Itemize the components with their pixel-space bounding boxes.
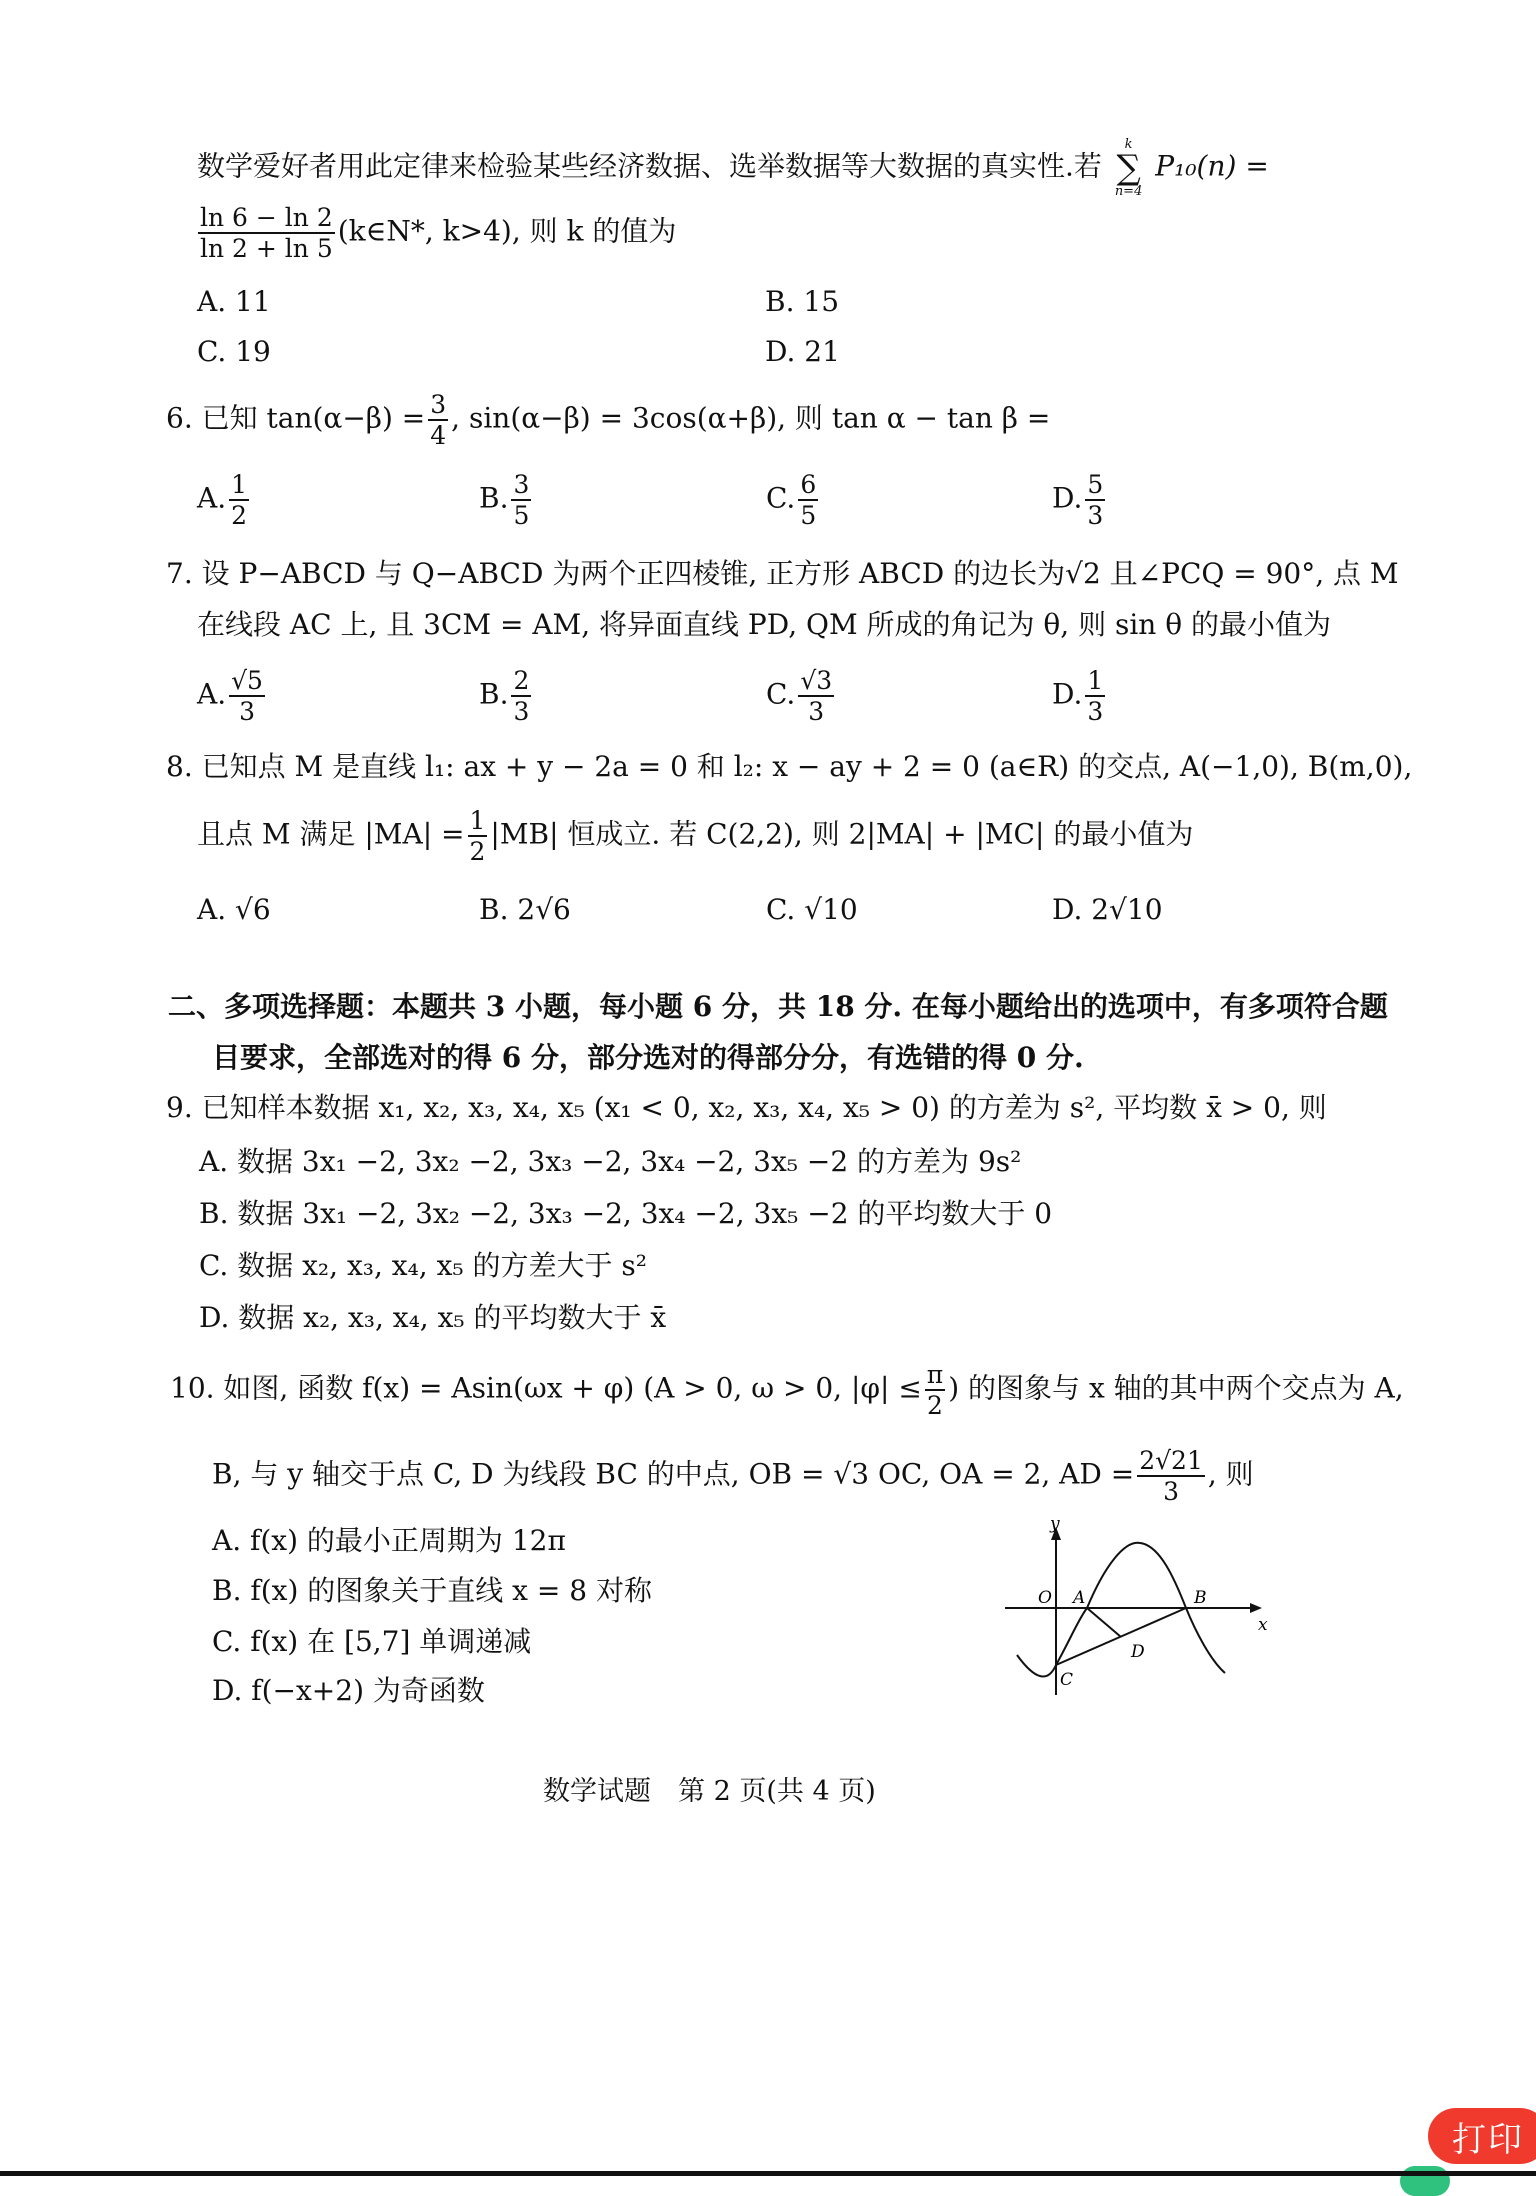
option-label: B. <box>479 677 509 711</box>
option-label: A. <box>197 481 227 515</box>
option-label: B. <box>479 481 509 515</box>
q7-option-d <box>1052 668 1108 724</box>
q8-text: |MB| 恒成立. 若 C(2,2), 则 2|MA| + |MC| 的最小值为 <box>490 817 1194 851</box>
numerator: 1 <box>231 470 248 499</box>
numerator: √3 <box>800 666 833 695</box>
q7-option-a <box>197 668 268 724</box>
denominator: 2 <box>469 837 486 866</box>
summation <box>1115 138 1143 198</box>
segment-ad <box>1087 1608 1121 1637</box>
denominator: 3 <box>808 697 825 726</box>
fraction <box>511 472 531 528</box>
denominator: ln 2 + ln 5 <box>200 234 333 263</box>
fraction <box>229 668 265 724</box>
q10-stem-line1 <box>170 1362 1404 1418</box>
label-o: O <box>1038 1588 1052 1608</box>
label-x: x <box>1258 1615 1268 1635</box>
numerator: ln 6 − ln 2 <box>200 203 333 232</box>
q8-stem-line1: 8. 已知点 M 是直线 l₁: ax + y − 2a = 0 和 l₂: x − ay + 2 = 0 (a∈R) 的交点, A(−1,0), B(m,0), <box>166 750 1413 783</box>
numerator: 5 <box>1087 470 1104 499</box>
numerator: 2 <box>513 666 530 695</box>
q10-text: B, 与 y 轴交于点 C, D 为线段 BC 的中点, OB = √3 OC, OA = 2, AD = <box>212 1457 1135 1491</box>
q9-option-b: B. 数据 3x₁ −2, 3x₂ −2, 3x₃ −2, 3x₄ −2, 3x₅ −2 的平均数大于 0 <box>199 1197 1053 1230</box>
q8-option-a: A. √6 <box>197 893 271 926</box>
page-footer: 数学试题 第 2 页(共 4 页) <box>543 1776 876 1807</box>
denominator: 3 <box>1163 1477 1179 1506</box>
q9-option-d: D. 数据 x₂, x₃, x₄, x₅ 的平均数大于 x̄ <box>199 1301 667 1334</box>
q7-stem-line2: 在线段 AC 上, 且 3CM = AM, 将异面直线 PD, QM 所成的角记为 θ, 则 sin θ 的最小值为 <box>197 608 1332 641</box>
fraction <box>798 668 834 724</box>
fraction <box>925 1362 945 1418</box>
q9-stem: 9. 已知样本数据 x₁, x₂, x₃, x₄, x₅ (x₁ < 0, x₂, x₃, x₄, x₅ > 0) 的方差为 s², 平均数 x̄ > 0, 则 <box>166 1091 1327 1124</box>
q5-option-c: C. 19 <box>197 335 271 368</box>
sum-upper: k <box>1124 137 1133 152</box>
q8-text: 且点 M 满足 |MA| = <box>197 817 465 851</box>
q7-option-b <box>479 668 534 724</box>
q6-text: , sin(α−β) = 3cos(α+β), 则 tan α − tan β = <box>451 401 1051 435</box>
denominator: 4 <box>430 421 447 450</box>
denominator: 3 <box>239 697 255 726</box>
fraction <box>468 808 488 864</box>
label-b: B <box>1194 1588 1207 1608</box>
q6-text: 6. 已知 tan(α−β) = <box>166 401 426 435</box>
fraction <box>1085 472 1105 528</box>
q10-option-b: B. f(x) 的图象关于直线 x = 8 对称 <box>212 1574 652 1607</box>
option-label: C. <box>766 481 796 515</box>
q10-option-a: A. f(x) 的最小正周期为 12π <box>212 1524 566 1557</box>
fraction <box>1137 1448 1205 1504</box>
q6-option-a <box>197 472 252 528</box>
q7-option-c <box>766 668 837 724</box>
option-label: D. <box>1052 677 1083 711</box>
q5-stem-line1 <box>197 138 1269 198</box>
numerator: 1 <box>469 806 486 835</box>
denominator: 3 <box>1087 501 1104 530</box>
q8-stem-line2 <box>197 808 1193 864</box>
section-heading-line1: 二、多项选择题：本题共 3 小题，每小题 6 分，共 18 分. 在每小题给出的选项中，有多项符合题 <box>168 990 1388 1023</box>
q8-option-b: B. 2√6 <box>479 893 571 926</box>
q6-option-c <box>766 472 821 528</box>
numerator: π <box>926 1360 944 1389</box>
sum-term: P₁₀(n) = <box>1155 149 1269 183</box>
q6-stem <box>166 392 1050 448</box>
q10-text: 10. 如图, 函数 f(x) = Asin(ωx + φ) (A > 0, ω > 0, |φ| ≤ <box>170 1371 922 1405</box>
q10-option-d: D. f(−x+2) 为奇函数 <box>212 1674 485 1707</box>
q9-option-a: A. 数据 3x₁ −2, 3x₂ −2, 3x₃ −2, 3x₄ −2, 3x₅ −2 的方差为 9s² <box>199 1145 1022 1178</box>
sum-symbol: ∑ <box>1116 148 1141 188</box>
sine-curve <box>1017 1543 1225 1677</box>
q8-option-d: D. 2√10 <box>1052 893 1163 926</box>
section-heading-line2: 目要求，全部选对的得 6 分，部分选对的得部分分，有选错的得 0 分. <box>212 1041 1084 1074</box>
label-c: C <box>1060 1670 1074 1690</box>
numerator: 6 <box>800 470 817 499</box>
numerator: 1 <box>1087 666 1104 695</box>
q10-text: ) 的图象与 x 轴的其中两个交点为 A, <box>948 1371 1404 1405</box>
fraction <box>428 392 448 448</box>
label-y: y <box>1050 1515 1060 1534</box>
q9-option-c: C. 数据 x₂, x₃, x₄, x₅ 的方差大于 s² <box>199 1249 647 1282</box>
q6-option-b <box>479 472 534 528</box>
q10-text: , 则 <box>1207 1457 1254 1491</box>
denominator: 5 <box>513 501 530 530</box>
q5-text: 数学爱好者用此定律来检验某些经济数据、选举数据等大数据的真实性.若 <box>197 149 1102 183</box>
fraction <box>1085 668 1105 724</box>
numerator: 2√21 <box>1139 1446 1203 1475</box>
q7-stem-line1: 7. 设 P−ABCD 与 Q−ABCD 为两个正四棱锥, 正方形 ABCD 的边长为√2 且∠PCQ = 90°, 点 M <box>166 557 1399 590</box>
fraction <box>198 205 335 261</box>
sum-lower: n=4 <box>1114 184 1143 199</box>
denominator: 3 <box>513 697 530 726</box>
numerator: √5 <box>231 666 263 695</box>
print-button[interactable]: 打印 <box>1428 2108 1536 2164</box>
q10-stem-line2 <box>212 1448 1254 1504</box>
numerator: 3 <box>430 390 447 419</box>
q5-option-a: A. 11 <box>197 285 271 318</box>
sine-graph-figure <box>1000 1515 1270 1705</box>
fraction <box>229 472 249 528</box>
denominator: 3 <box>1087 697 1104 726</box>
x-axis-arrow-icon <box>1250 1603 1262 1613</box>
denominator: 2 <box>927 1391 943 1420</box>
fraction <box>511 668 531 724</box>
label-a: A <box>1073 1588 1086 1608</box>
bottom-bar <box>0 2171 1536 2176</box>
fraction <box>798 472 818 528</box>
q5-option-b: B. 15 <box>765 285 840 318</box>
denominator: 2 <box>231 501 248 530</box>
q8-option-c: C. √10 <box>766 893 858 926</box>
option-label: D. <box>1052 481 1083 515</box>
numerator: 3 <box>513 470 530 499</box>
denominator: 5 <box>800 501 817 530</box>
label-d: D <box>1131 1642 1145 1662</box>
option-label: A. <box>197 677 227 711</box>
q6-option-d <box>1052 472 1108 528</box>
q10-option-c: C. f(x) 在 [5,7] 单调递减 <box>212 1625 532 1658</box>
option-label: C. <box>766 677 796 711</box>
q5-option-d: D. 21 <box>765 335 840 368</box>
q5-text: (k∈N*, k>4), 则 k 的值为 <box>337 214 677 248</box>
q5-stem-line2 <box>195 205 676 261</box>
